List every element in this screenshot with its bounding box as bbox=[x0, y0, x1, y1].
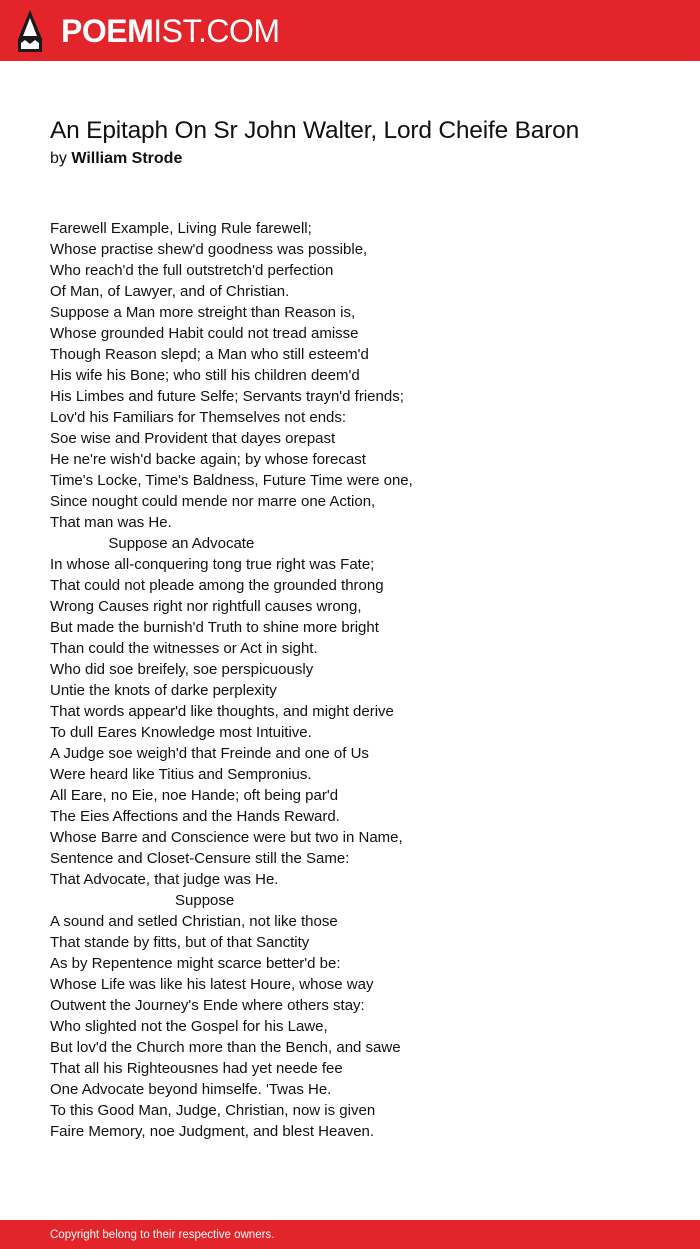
poem-line: Faire Memory, noe Judgment, and blest Heaven. bbox=[50, 1123, 375, 1140]
poem-line: Who slighted not the Gospel for his Lawe, bbox=[50, 1018, 328, 1035]
poem-line: Of Man, of Lawyer, and of Christian. bbox=[50, 283, 290, 300]
poem-line: A Judge soe weigh'd that Freinde and one of Us bbox=[50, 745, 369, 762]
poem-line: Untie the knots of darke perplexity bbox=[50, 682, 277, 699]
poem-line: Soe wise and Provident that dayes orepast bbox=[50, 430, 336, 447]
poem-line: Suppose bbox=[50, 892, 235, 909]
copyright-text: Copyright belong to their respective owners. bbox=[50, 1229, 275, 1241]
poem-line: That man was He. bbox=[50, 514, 172, 531]
poem-line: The Eies Affections and the Hands Reward. bbox=[50, 808, 340, 825]
poem-title: An Epitaph On Sr John Walter, Lord Cheife Baron bbox=[50, 117, 579, 144]
poem-line: Though Reason slepd; a Man who still esteem'd bbox=[50, 346, 369, 363]
author-name: William Strode bbox=[71, 150, 183, 167]
poem-line: One Advocate beyond himselfe. 'Twas He. bbox=[50, 1081, 332, 1098]
poem-line: Than could the witnesses or Act in sight. bbox=[50, 640, 318, 657]
poem-line: That words appear'd like thoughts, and might derive bbox=[50, 703, 394, 720]
poem-line: That could not pleade among the grounded throng bbox=[50, 577, 384, 594]
poem-line: To this Good Man, Judge, Christian, now is given bbox=[50, 1102, 376, 1119]
poem-line: Farewell Example, Living Rule farewell; bbox=[50, 220, 312, 237]
poem-line: That all his Righteousnes had yet neede fee bbox=[50, 1060, 343, 1077]
poem-line: Whose grounded Habit could not tread amisse bbox=[50, 325, 359, 342]
poem-line: His Limbes and future Selfe; Servants trayn'd friends; bbox=[50, 388, 404, 405]
poem-line: Suppose an Advocate bbox=[50, 535, 255, 552]
poem-line: That stande by fitts, but of that Sanctity bbox=[50, 934, 310, 951]
poem-line: A sound and setled Christian, not like those bbox=[50, 913, 338, 930]
poem-line: Wrong Causes right nor rightfull causes wrong, bbox=[50, 598, 362, 615]
poem-line: As by Repentence might scarce better'd be: bbox=[50, 955, 341, 972]
byline bbox=[50, 149, 182, 169]
poem-line: That Advocate, that judge was He. bbox=[50, 871, 279, 888]
poem-line: Outwent the Journey's Ende where others stay: bbox=[50, 997, 365, 1014]
poem-body bbox=[50, 218, 670, 1142]
logo-light-text: IST.COM bbox=[153, 13, 280, 49]
poem-line: Sentence and Closet-Censure still the Same: bbox=[50, 850, 350, 867]
logo-bold-text: POEM bbox=[61, 13, 154, 49]
poem-line: Time's Locke, Time's Baldness, Future Time were one, bbox=[50, 472, 413, 489]
pencil-logo-icon[interactable] bbox=[17, 9, 43, 53]
poem-line: In whose all-conquering tong true right was Fate; bbox=[50, 556, 375, 573]
poem-line: Who reach'd the full outstretch'd perfection bbox=[50, 262, 334, 279]
poem-line: Whose Barre and Conscience were but two in Name, bbox=[50, 829, 403, 846]
site-footer bbox=[0, 1220, 700, 1249]
poem-line: Whose practise shew'd goodness was possible, bbox=[50, 241, 368, 258]
poem-line: Suppose a Man more streight than Reason is, bbox=[50, 304, 356, 321]
site-logo[interactable] bbox=[61, 11, 280, 51]
poem-line: To dull Eares Knowledge most Intuitive. bbox=[50, 724, 312, 741]
poem-line: Lov'd his Familiars for Themselves not ends: bbox=[50, 409, 347, 426]
poem-line: Since nought could mende nor marre one Action, bbox=[50, 493, 376, 510]
poem-line: But lov'd the Church more than the Bench, and sawe bbox=[50, 1039, 401, 1056]
poem-line: His wife his Bone; who still his children deem'd bbox=[50, 367, 360, 384]
poem-line: All Eare, no Eie, noe Hande; oft being par'd bbox=[50, 787, 339, 804]
poem-line: Who did soe breifely, soe perspicuously bbox=[50, 661, 314, 678]
poem-line: But made the burnish'd Truth to shine more bright bbox=[50, 619, 379, 636]
poem-line: He ne're wish'd backe again; by whose forecast bbox=[50, 451, 366, 468]
site-header bbox=[0, 0, 700, 61]
poem-line: Were heard like Titius and Sempronius. bbox=[50, 766, 312, 783]
poem-line: Whose Life was like his latest Houre, whose way bbox=[50, 976, 374, 993]
by-label: by bbox=[50, 150, 67, 167]
